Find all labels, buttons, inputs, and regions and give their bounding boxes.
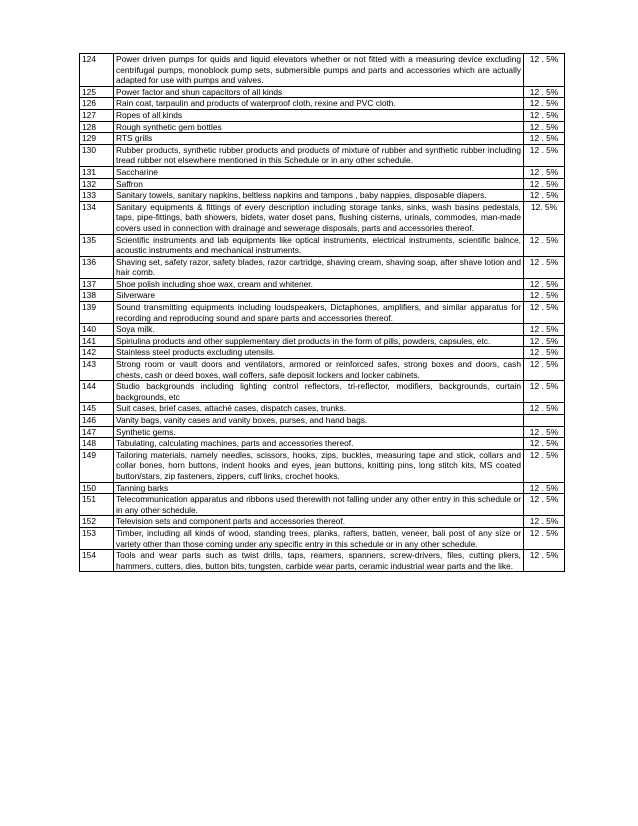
table-row: [80, 144, 565, 166]
table-row: [80, 121, 565, 133]
tax-rate: 12 . 5%: [524, 98, 565, 110]
entry-number: 140: [80, 324, 114, 336]
item-description: Sound transmitting equipments including loudspeakers, Dictaphones, amplifiers, and similar apparatus for recording and reproducing sound and spare parts and accessories thereof.: [114, 302, 524, 324]
item-description: Shaving set, safety razor, safety blades, razor cartridge, shaving cream, shaving soap, after shave lotion and hair comb.: [114, 256, 524, 278]
tax-rate: 12 . 5%: [524, 426, 565, 438]
entry-number: 143: [80, 359, 114, 381]
tax-rate: 12 . 5%: [524, 494, 565, 516]
tax-rate: 12 . 5%: [524, 324, 565, 336]
entry-number: 124: [80, 54, 114, 87]
entry-number: 150: [80, 482, 114, 494]
item-description: Spiriulina products and other supplementary diet products in the form of pills, powders, capsules, etc.: [114, 335, 524, 347]
table-row: [80, 415, 565, 427]
item-description: Power driven pumps for quids and liquid elevators whether or not fitted with a measuring device excluding centrifugal pumps, monoblock pump sets, submersible pumps and parts and accessories which are actually adapted for use with pumps and valves.: [114, 54, 524, 87]
entry-number: 129: [80, 133, 114, 145]
item-description: Suit cases, brief cases, attaché cases, dispatch cases, trunks.: [114, 403, 524, 415]
table-row: [80, 278, 565, 290]
tax-rate: 12 . 5%: [524, 290, 565, 302]
entry-number: 152: [80, 516, 114, 528]
entry-number: 125: [80, 86, 114, 98]
table-row: [80, 98, 565, 110]
table-row: [80, 302, 565, 324]
tax-rate: 12 . 5%: [524, 86, 565, 98]
item-description: Tabulating, calculating machines, parts and accessories thereof.: [114, 438, 524, 450]
tax-rate: 12 . 5%: [524, 54, 565, 87]
table-row: [80, 426, 565, 438]
item-description: Rubber products, synthetic rubber products and products of mixture of rubber and synthetic rubber including tread rubber not elsewhere mentioned in this Schedule or in any other schedule.: [114, 144, 524, 166]
entry-number: 149: [80, 449, 114, 482]
item-description: Stainless steel products excluding utensils.: [114, 347, 524, 359]
table-row: [80, 133, 565, 145]
table-body: [80, 54, 565, 572]
table-row: [80, 234, 565, 256]
table-row: [80, 109, 565, 121]
entry-number: 133: [80, 190, 114, 202]
tax-rate: 12. 5%: [524, 201, 565, 234]
tax-rate: 12 . 5%: [524, 109, 565, 121]
entry-number: 130: [80, 144, 114, 166]
table-row: [80, 550, 565, 572]
tax-rate: 12 . 5%: [524, 278, 565, 290]
item-description: Vanity bags, vanity cases and vanity boxes, purses, and hand bags.: [114, 415, 524, 427]
tax-rate: 12 . 5%: [524, 144, 565, 166]
entry-number: 127: [80, 109, 114, 121]
table-row: [80, 335, 565, 347]
table-row: [80, 201, 565, 234]
item-description: Rain coat, tarpaulin and products of waterproof cloth, rexine and PVC cloth.: [114, 98, 524, 110]
entry-number: 154: [80, 550, 114, 572]
table-row: [80, 166, 565, 178]
item-description: Saccharine: [114, 166, 524, 178]
item-description: Ropes of all kinds: [114, 109, 524, 121]
entry-number: 147: [80, 426, 114, 438]
tax-rate: 12 . 5%: [524, 550, 565, 572]
tax-rate: 12 . 5%: [524, 256, 565, 278]
table-row: [80, 178, 565, 190]
item-description: Timber, including all kinds of wood, standing trees, planks, rafters, batten, veneer, bali post of any size or variety other than those coming under any specific entry in this schedule or in any other schedule.: [114, 527, 524, 549]
table-row: [80, 438, 565, 450]
item-description: Soya milk.: [114, 324, 524, 336]
tax-schedule-table: [79, 53, 565, 572]
item-description: Sanitary equipments & fittings of every description including storage tanks, sinks, wash basins pedestals, taps, pipe-fittings, bath showers, bidets, water doset pans, flushing cisterns, urinals, commodes, man-made covers used in connection with drainage and sewerage disposals, parts and accessories thereof.: [114, 201, 524, 234]
entry-number: 137: [80, 278, 114, 290]
entry-number: 131: [80, 166, 114, 178]
entry-number: 139: [80, 302, 114, 324]
item-description: Strong room or vault doors and ventilators, armored or reinforced safes, strong boxes and doors, cash chests, cash or deed boxes, wall coffers, safe deposit lockers and locker cabinets.: [114, 359, 524, 381]
tax-rate: 12 . 5%: [524, 403, 565, 415]
entry-number: 153: [80, 527, 114, 549]
table-row: [80, 449, 565, 482]
entry-number: 151: [80, 494, 114, 516]
table-row: [80, 86, 565, 98]
item-description: Saffron: [114, 178, 524, 190]
item-description: Sanitary towels, sanitary napkins, beltless napkins and tampons , baby nappies, disposable diapers.: [114, 190, 524, 202]
tax-rate: 12 . 5%: [524, 121, 565, 133]
item-description: Synthetic gems.: [114, 426, 524, 438]
tax-rate: 12 . 5%: [524, 438, 565, 450]
entry-number: 126: [80, 98, 114, 110]
table-row: [80, 494, 565, 516]
tax-rate: 12 . 5%: [524, 482, 565, 494]
entry-number: 132: [80, 178, 114, 190]
tax-rate: 12 . 5%: [524, 516, 565, 528]
tax-rate: 12 . 5%: [524, 347, 565, 359]
tax-rate: 12 . 5%: [524, 302, 565, 324]
entry-number: 144: [80, 381, 114, 403]
table-row: [80, 190, 565, 202]
entry-number: 145: [80, 403, 114, 415]
item-description: Shoe polish including shoe wax, cream and whitener.: [114, 278, 524, 290]
entry-number: 142: [80, 347, 114, 359]
tax-rate: 12 . 5%: [524, 133, 565, 145]
table-row: [80, 256, 565, 278]
tax-rate: 12 . 5%: [524, 527, 565, 549]
entry-number: 136: [80, 256, 114, 278]
tax-rate: 12 . 5%: [524, 190, 565, 202]
entry-number: 128: [80, 121, 114, 133]
item-description: Studio backgrounds including lighting control reflectors, tri-reflector, modifiers, backgrounds, curtain backgrounds, etc: [114, 381, 524, 403]
tax-rate: 12 . 5%: [524, 449, 565, 482]
item-description: RTS grills: [114, 133, 524, 145]
item-description: Power factor and shun capacitors of all kinds: [114, 86, 524, 98]
tax-rate: 12 . 5%: [524, 381, 565, 403]
item-description: Silverware: [114, 290, 524, 302]
tax-rate: 12 . 5%: [524, 335, 565, 347]
item-description: Rough synthetic gem bottles: [114, 121, 524, 133]
entry-number: 138: [80, 290, 114, 302]
item-description: Tanning barks: [114, 482, 524, 494]
item-description: Scientific instruments and lab equipments like optical instruments, electrical instruments, scientific balnce, acoustic instruments and mechanical instruments.: [114, 234, 524, 256]
entry-number: 146: [80, 415, 114, 427]
tax-rate: 12 . 5%: [524, 166, 565, 178]
entry-number: 141: [80, 335, 114, 347]
tax-rate: 12 . 5%: [524, 359, 565, 381]
table-row: [80, 359, 565, 381]
tax-rate: 12 . 5%: [524, 178, 565, 190]
tax-rate: [524, 415, 565, 427]
table-row: [80, 54, 565, 87]
tax-rate: 12 . 5%: [524, 234, 565, 256]
item-description: Tools and wear parts such as twist drills, taps, reamers, spanners, screw-drivers, files, cutting pliers, hammers, cutters, dies, button bits, tungsten, carbide wear parts, ceramic industrial wear parts and the like.: [114, 550, 524, 572]
table-row: [80, 527, 565, 549]
table-row: [80, 381, 565, 403]
item-description: Telecommunication apparatus and ribbons used therewith not falling under any other entry in this schedule or in any other schedule.: [114, 494, 524, 516]
item-description: Tailoring materials, namely needles, scissors, hooks, zips, buckles, measuring tape and stick, collars and collar bones, horn buttons, indent hooks and eyes, jean buttons, knitting pins, long stitch kits, MS coated button/stars, zip fasteners, zippers, cuff links, crochet hooks.: [114, 449, 524, 482]
item-description: Television sets and component parts and accessories thereof.: [114, 516, 524, 528]
entry-number: 134: [80, 201, 114, 234]
entry-number: 135: [80, 234, 114, 256]
table-row: [80, 290, 565, 302]
table-row: [80, 403, 565, 415]
entry-number: 148: [80, 438, 114, 450]
table-row: [80, 347, 565, 359]
table-row: [80, 324, 565, 336]
table-row: [80, 482, 565, 494]
table-row: [80, 516, 565, 528]
